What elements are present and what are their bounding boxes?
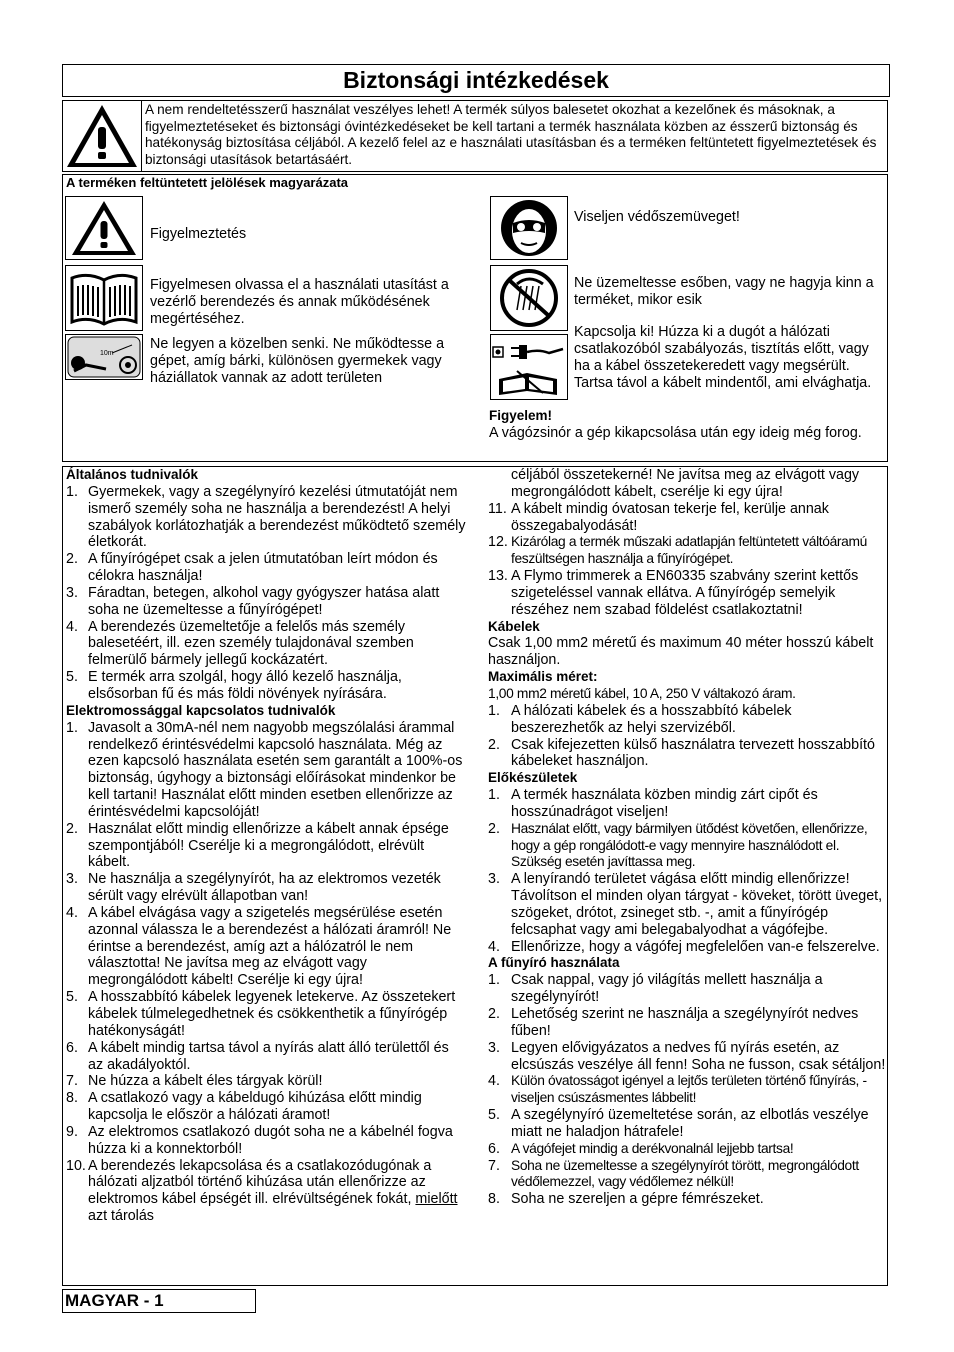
list-item: 6. A vágófejet mindig a derékvonalnál lejjebb tartsa! — [488, 1140, 794, 1157]
heading-max-size: Maximális méret: — [488, 669, 598, 685]
list-item: 12. Kizárólag a termék műszaki adatlapján feltüntetett váltóáramú feszültségen használja a fűnyírógépet. — [488, 534, 867, 567]
open-book-icon — [66, 266, 142, 330]
list-item: 13. A Flymo trimmerek a EN60335 szabvány szerint kettős szigeteléssel vannak ellátva. A fűnyírógép semelyik részéhez nem szabad földelést csatlakoztatni! — [488, 568, 859, 618]
list-item: 2. Lehetőség szerint ne használja a szegélynyírót nedves fűben! — [488, 1006, 859, 1039]
distance-label: 10m — [100, 350, 114, 357]
list-item: 4. Ellenőrizze, hogy a vágófej megfelelően van-e felszerelve. — [488, 938, 880, 955]
attention-text: A vágózsinór a gép kikapcsolása után egy ideig még forog. — [489, 425, 862, 441]
symbol-warning — [65, 196, 143, 260]
heading-preparation: Előkészületek — [488, 770, 578, 786]
list-item: 7. Ne húzza a kábelt éles tárgyak körül! — [66, 1073, 323, 1090]
list-item: 3. Ne használja a szegélynyírót, ha az elektromos vezeték sérült vagy elrévült állapotban van! — [66, 871, 441, 905]
list-item: 1. A termék használata közben mindig zárt cipőt és hosszúnadrágot viseljen! — [488, 787, 818, 820]
symbol-goggles-label: Viseljen védőszemüveget! — [574, 209, 740, 225]
list-item: 11. A kábelt mindig óvatosan tekerje fel, kerülje annak összegabalyodását! — [488, 500, 829, 534]
list-item: 5. A szegélynyíró üzemeltetése során, az elbotlás veszélye miatt ne haladjon hátrafele! — [488, 1107, 869, 1140]
list-item: 5. A hosszabbító kábelek legyenek letekerve. Az összetekert kábelek túlmelegedhetnek és csökkenthetik a fűnyírógép hatékonyságát! — [66, 989, 456, 1039]
symbol-unplug-label: Kapcsolja ki! Húzza ki a dugót a hálózati csatlakozóból szabályozás, tisztítás előtt, vagy ha a kábel összetekeredett vagy megsérült. Tartsa távol a kábelt mindentől, ami elvághatja. — [574, 324, 872, 391]
symbol-read-manual-label: Figyelmesen olvassa el a használati utasítást a vezérlő berendezés és annak működésének megértéséhez. — [150, 277, 449, 327]
symbols-heading: A terméken feltüntetett jelölések magyarázata — [66, 175, 349, 190]
list-item: 2. Használat előtt mindig ellenőrizze a kábelt annak épsége szempontjából! Cserélje ki a megrongálódott, elrévült kábelt. — [66, 820, 449, 871]
right-column — [488, 467, 886, 1208]
list-item: 2. Használat előtt, vagy bármilyen ütődést követően, ellenőrizze, hogy a gép rongálódott-e vagy mennyire használódott el. Szükség esetén javíttassa meg. — [488, 820, 868, 870]
warning-triangle-icon — [66, 197, 142, 259]
safety-goggles-icon — [491, 197, 567, 259]
list-item: 10. A berendezés lekapcsolása és a csatlakozódugónak a hálózati aljzatból történő kihúzása után ellenőrizze az elektromos kábel épségét ill. elrévültségének fokát, mielőtt azt tárolás — [66, 1157, 458, 1225]
list-item: 1. Javasolt a 30mA-nél nem nagyobb megszólalási árammal rendelkező érintésvédelmi kapcsoló használata. Még az ezen kapcsoló használata esetén sem garantált a 100%-os biztonság, úgyhogy a biztonsági előírásokat mindenkor be kell tartani! Használat előtt minden esetben ellenőrizze az érintésvédelmi kapcsolóját! — [66, 719, 463, 820]
list-item: 4. A berendezés üzemeltetője a felelős más személy balesetéért, ill. ezen személy tulajdonával szemben felmerülő bármely jellegű kockázatért. — [66, 618, 414, 669]
list-item: 3. Legyen elővigyázatos a nedves fű nyírás esetén, az elcsúszás veszélye áll fenn! Soha ne fusson, csak sétáljon! — [488, 1039, 886, 1073]
keep-distance-icon — [66, 335, 142, 379]
list-item: 4. Külön óvatosságot igényel a lejtős területen történő fűnyírás, - viseljen csúszásmentes lábbelit! — [488, 1073, 867, 1106]
list-item: 3. Fáradtan, betegen, alkohol vagy gyógyszer hatása alatt soha ne üzemeltesse a fűnyírógépet! — [66, 584, 440, 618]
attention-heading: Figyelem! — [489, 408, 553, 423]
symbol-bystanders — [65, 334, 143, 380]
heading-electric: Elektromossággal kapcsolatos tudnivalók — [66, 702, 336, 718]
symbol-bystanders-label: Ne legyen a közelben senki. Ne működtesse a gépet, amíg bárki, különösen gyermekek vagy háziállatok vannak az adott területen — [150, 336, 445, 386]
list-item: 7. Soha ne üzemeltesse a szegélynyírót törött, megrongálódott védőlemezzel, vagy védőlemez nélkül! — [488, 1157, 859, 1190]
heading-usage: A fűnyíró használata — [488, 955, 620, 971]
list-item: 8. A csatlakozó vagy a kábeldugó kihúzása előtt mindig kapcsolja le először a hálózati áramot! — [66, 1090, 422, 1124]
list-item: 1. Csak nappal, vagy jó világítás mellett használja a szegélynyírót! — [488, 972, 823, 1006]
list-item: 8. Soha ne szereljen a gépre fémrészeket. — [488, 1191, 764, 1208]
list-item: céljából összetekerné! Ne javítsa meg az elvágott vagy megrongálódott kábelt, cserélje ki egy újra! — [511, 467, 860, 500]
warning-triangle-icon — [63, 101, 141, 171]
list-item: 9. Az elektromos csatlakozó dugót soha ne a kábelnél fogva húzza ki a konnektorból! — [66, 1123, 453, 1157]
list-item: 2. Csak kifejezetten külső használatra tervezett hosszabbító kábeleket használjon. — [488, 736, 875, 770]
symbol-read-manual — [65, 265, 143, 331]
max-size-text: 1,00 mm2 méretű kábel, 10 A, 250 V váltakozó áram. — [488, 685, 796, 701]
symbol-warning-label: Figyelmeztetés — [150, 226, 247, 242]
symbol-rain-label: Ne üzemeltesse esőben, vagy ne hagyja kinn a terméket, mikor esik — [574, 275, 874, 308]
cables-text: Csak 1,00 mm2 méretű és maximum 40 méter hosszú kábelt használjon. — [488, 635, 874, 669]
symbol-goggles — [490, 196, 568, 260]
heading-cables: Kábelek — [488, 618, 540, 634]
list-item: 6. A kábelt mindig tartsa távol a nyírás alatt álló területtől és az akadályoktól. — [66, 1039, 449, 1073]
page-title: Biztonsági intézkedések — [62, 64, 890, 97]
list-item: 1. Gyermekek, vagy a szegélynyíró kezelési útmutatóját nem ismerő személy soha ne használja a berendezést! A helyi szabályok korlátozhatják a berendezést működtető személy életkorát. — [66, 483, 466, 551]
symbol-unplug — [490, 334, 568, 400]
list-item: 2. A fűnyírógépet csak a jelen útmutatóban leírt módon és célokra használja! — [66, 551, 438, 585]
list-item: 5. E termék arra szolgál, hogy álló kezelő használja, elsősorban fű és más földi növények nyírására. — [66, 669, 402, 702]
list-item: 1. A hálózati kábelek és a hosszabbító kábelek beszerezhetők az helyi szervizéből. — [488, 702, 792, 736]
warning-icon-box — [62, 100, 142, 172]
warning-text: A nem rendeltetésszerű használat veszélyes lehet! A termék súlyos balesetet okozhat a kezelőnek és másoknak, a figyelmeztetéseket és biztonsági óvintézkedéseket be kell tartani a termék használata közben az ésszerű biztonság és hatékonyság biztosítása céljából. A kezelő felel az e használati utasításban és a terméken feltüntetett figyelmeztetések és biztonsági utasítások betartásáért. — [142, 100, 888, 172]
list-item: 3. A lenyírandó területet vágása előtt mindig ellenőrizze! Távolítson el minden olyan tárgyat - köveket, törött üveget, szögeket, drótot, zsineget stb. -, amit a fűnyírógép felcsaphat vagy ami belegabalyodhat a vágófejbe. — [488, 871, 883, 938]
no-rain-icon — [491, 266, 567, 330]
page-footer: MAGYAR - 1 — [62, 1289, 256, 1313]
heading-general: Általános tudnivalók — [66, 467, 199, 482]
list-item: 4. A kábel elvágása vagy a szigetelés megsérülése esetén azonnal válassza le a berendezést a hálózati áramról! Ne érintse a berendezést, amíg azt a hálózatról le nem választotta! Ne javítsa meg az elvágott vagy megrongálódott kábelt! Cserélje ki egy újra! — [66, 904, 452, 989]
symbol-rain — [490, 265, 568, 331]
left-column — [66, 467, 466, 1225]
unplug-icon — [491, 335, 567, 399]
